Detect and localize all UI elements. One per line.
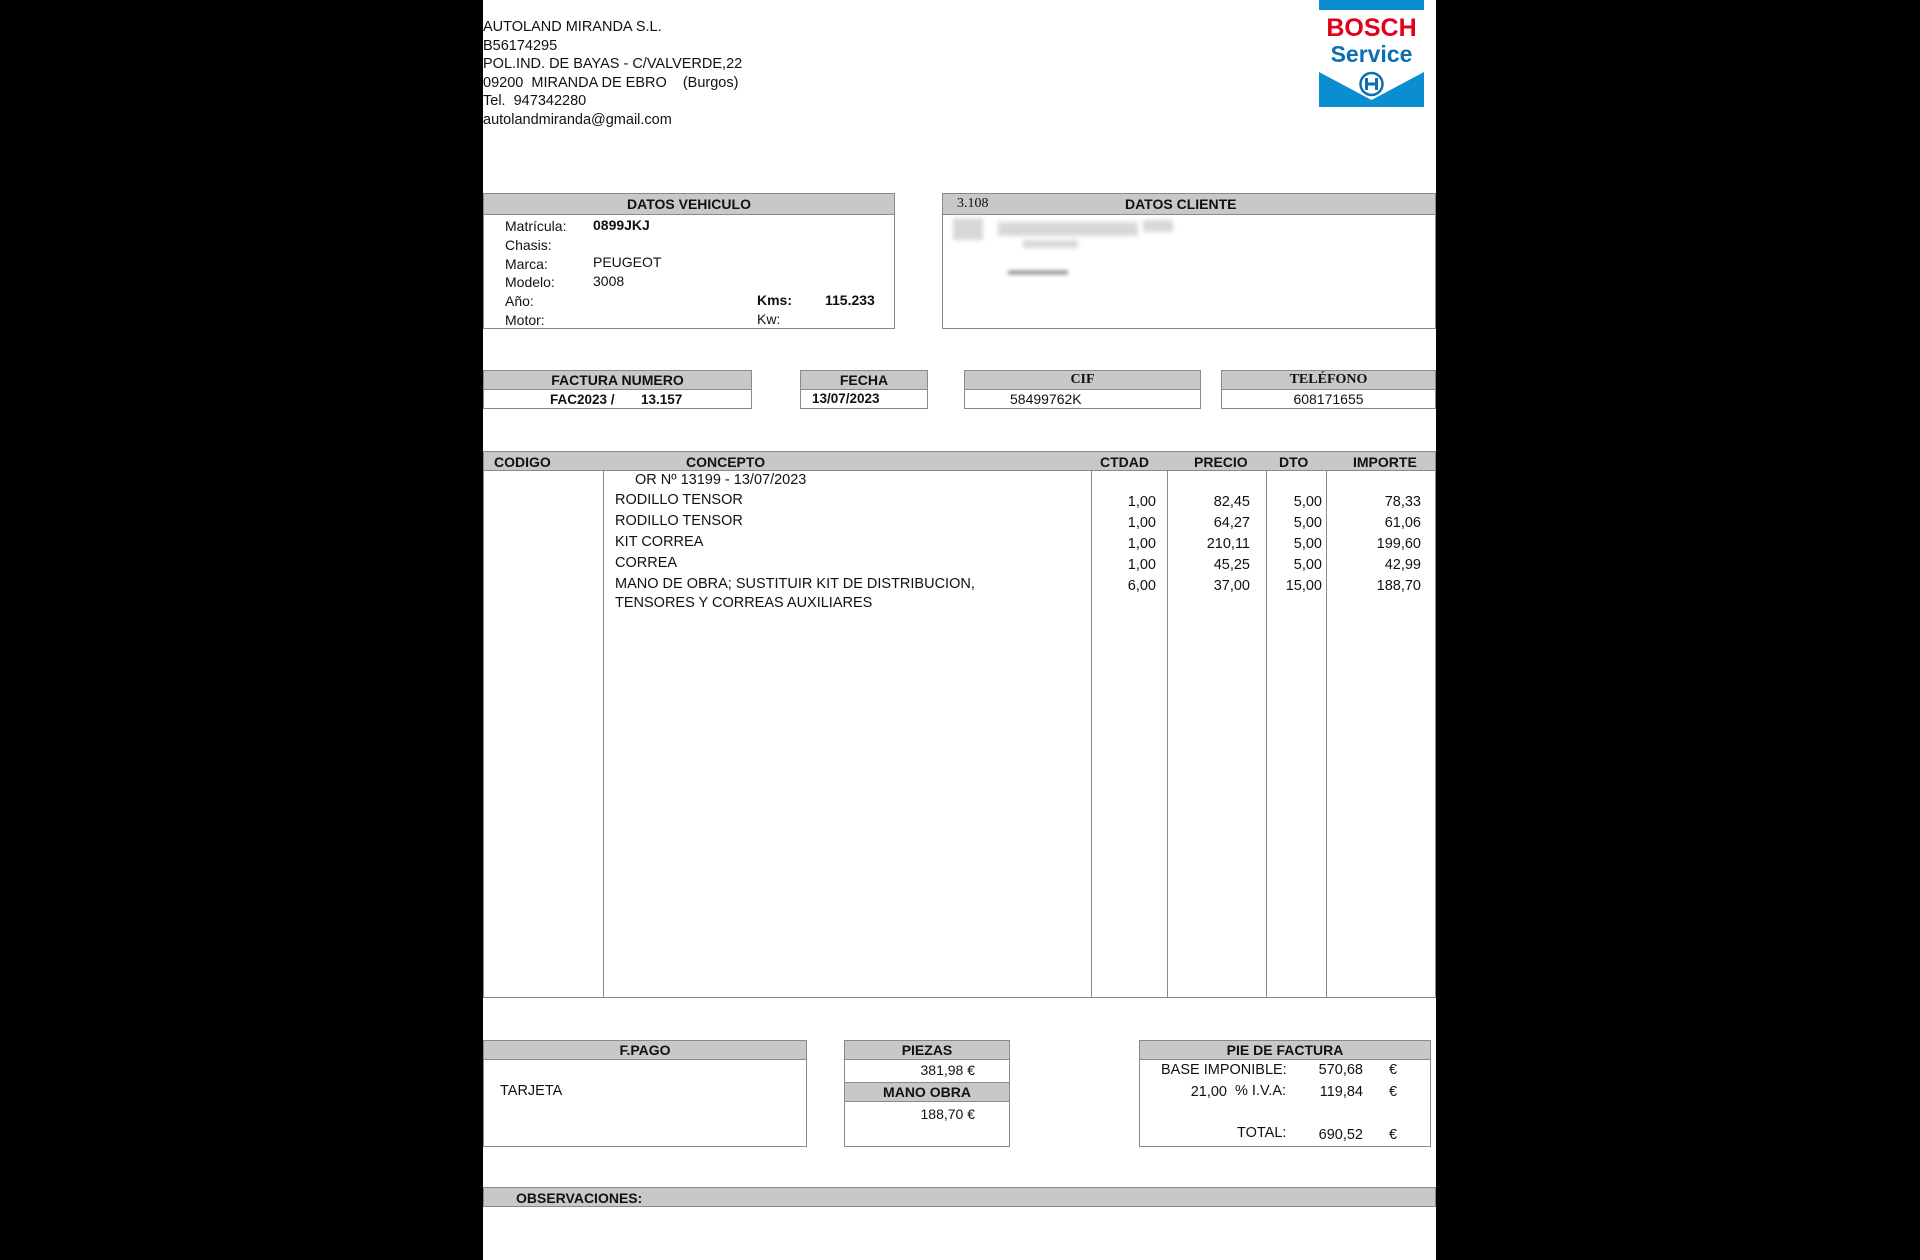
- company-address: POL.IND. DE BAYAS - C/VALVERDE,22: [483, 56, 743, 73]
- invoice-number: 13.157: [641, 392, 683, 407]
- row-qty: 1,00: [1127, 515, 1156, 531]
- row-concept: RODILLO TENSOR: [615, 513, 743, 529]
- col-discount-header: DTO: [1279, 454, 1309, 470]
- year-label: Año:: [505, 293, 534, 310]
- col-amount-header: IMPORTE: [1353, 454, 1417, 470]
- payment-box: [483, 1059, 807, 1147]
- base-label: BASE IMPONIBLE:: [1161, 1062, 1287, 1078]
- cif-value: 58499762K: [964, 389, 1201, 409]
- redacted-client-data: [953, 218, 983, 240]
- row-price: 82,45: [1213, 494, 1250, 510]
- client-header: DATOS CLIENTE: [1125, 196, 1237, 212]
- client-code: 3.108: [957, 196, 989, 211]
- total-currency: €: [1389, 1127, 1398, 1143]
- row-concept-continued: TENSORES Y CORREAS AUXILIARES: [615, 595, 873, 611]
- row-price: 64,27: [1213, 515, 1250, 531]
- client-phone: 608171655: [1221, 389, 1436, 409]
- vehicle-header: DATOS VEHICULO: [483, 193, 895, 215]
- cif-header: CIF: [964, 370, 1201, 390]
- company-name: AUTOLAND MIRANDA S.L.: [483, 19, 662, 35]
- vat-value: 119,84: [1319, 1084, 1363, 1100]
- chassis-label: Chasis:: [505, 236, 552, 253]
- row-qty: 1,00: [1127, 557, 1156, 573]
- brand-value: PEUGEOT: [593, 254, 662, 270]
- row-price: 210,11: [1206, 536, 1250, 552]
- vat-currency: €: [1389, 1084, 1398, 1100]
- row-discount: 5,00: [1293, 536, 1322, 552]
- row-discount: 15,00: [1285, 578, 1322, 594]
- parts-value: 381,98 €: [920, 1062, 975, 1078]
- row-qty: 1,00: [1127, 536, 1156, 552]
- col-concept-header: CONCEPTO: [686, 454, 766, 470]
- kms-value: 115.233: [825, 292, 875, 308]
- phone-header: TELÉFONO: [1221, 370, 1436, 390]
- row-qty: 6,00: [1127, 578, 1156, 594]
- invoice-series: FAC2023 /: [550, 392, 615, 407]
- row-qty: 1,00: [1127, 494, 1156, 510]
- logo-line1: BOSCH: [1326, 14, 1417, 42]
- engine-label: Motor:: [505, 311, 545, 328]
- row-amount: 61,06: [1384, 515, 1421, 531]
- col-price-header: PRECIO: [1194, 454, 1248, 470]
- company-info: [483, 18, 742, 130]
- row-discount: 5,00: [1293, 557, 1322, 573]
- row-concept: KIT CORREA: [615, 534, 704, 550]
- payment-method: TARJETA: [500, 1083, 563, 1099]
- row-price: 45,25: [1213, 557, 1250, 573]
- row-price: 37,00: [1213, 578, 1250, 594]
- row-discount: 5,00: [1293, 515, 1322, 531]
- brand-label: Marca:: [505, 255, 548, 272]
- base-currency: €: [1389, 1062, 1398, 1078]
- invoice-date: 13/07/2023: [800, 389, 928, 409]
- col-code-header: CODIGO: [494, 454, 551, 470]
- payment-header: F.PAGO: [483, 1040, 807, 1060]
- total-label: TOTAL:: [1237, 1125, 1287, 1141]
- order-reference: OR Nº 13199 - 13/07/2023: [635, 472, 807, 488]
- row-amount: 42,99: [1384, 557, 1421, 573]
- company-phone: Tel. 947342280: [483, 93, 587, 110]
- row-amount: 188,70: [1376, 578, 1421, 594]
- invoice-number-box: [483, 389, 752, 409]
- date-header: FECHA: [800, 370, 928, 390]
- observations-header: OBSERVACIONES:: [516, 1190, 643, 1206]
- logo-line2: Service: [1330, 41, 1413, 67]
- invoice-number-header: FACTURA NUMERO: [483, 370, 752, 390]
- plate-label: Matrícula:: [505, 218, 567, 234]
- company-email: autolandmiranda@gmail.com: [483, 111, 672, 128]
- row-concept: MANO DE OBRA; SUSTITUIR KIT DE DISTRIBUCION,: [615, 576, 975, 592]
- col-qty-header: CTDAD: [1100, 454, 1149, 470]
- invoice-page: [483, 0, 1436, 1260]
- labor-value: 188,70 €: [920, 1106, 975, 1122]
- company-nif: B56174295: [483, 37, 558, 54]
- model-label: Modelo:: [505, 274, 555, 291]
- labor-header: MANO OBRA: [844, 1082, 1010, 1102]
- kw-label: Kw:: [757, 311, 781, 327]
- row-amount: 199,60: [1376, 536, 1421, 552]
- row-discount: 5,00: [1293, 494, 1322, 510]
- vat-label: % I.V.A:: [1235, 1083, 1287, 1099]
- totals-header: PIE DE FACTURA: [1139, 1040, 1431, 1060]
- plate-value: 0899JKJ: [593, 217, 650, 233]
- kms-label: Kms:: [757, 292, 793, 308]
- vehicle-labels: [505, 217, 566, 330]
- parts-header: PIEZAS: [844, 1040, 1010, 1060]
- model-value: 3008: [593, 273, 625, 289]
- row-concept: RODILLO TENSOR: [615, 492, 743, 508]
- vat-rate: 21,00: [1190, 1084, 1227, 1100]
- bosch-service-logo: [1319, 0, 1424, 107]
- base-value: 570,68: [1318, 1062, 1363, 1078]
- total-value: 690,52: [1318, 1127, 1363, 1143]
- row-concept: CORREA: [615, 555, 678, 571]
- row-amount: 78,33: [1384, 494, 1421, 510]
- company-city: 09200 MIRANDA DE EBRO (Burgos): [483, 74, 739, 91]
